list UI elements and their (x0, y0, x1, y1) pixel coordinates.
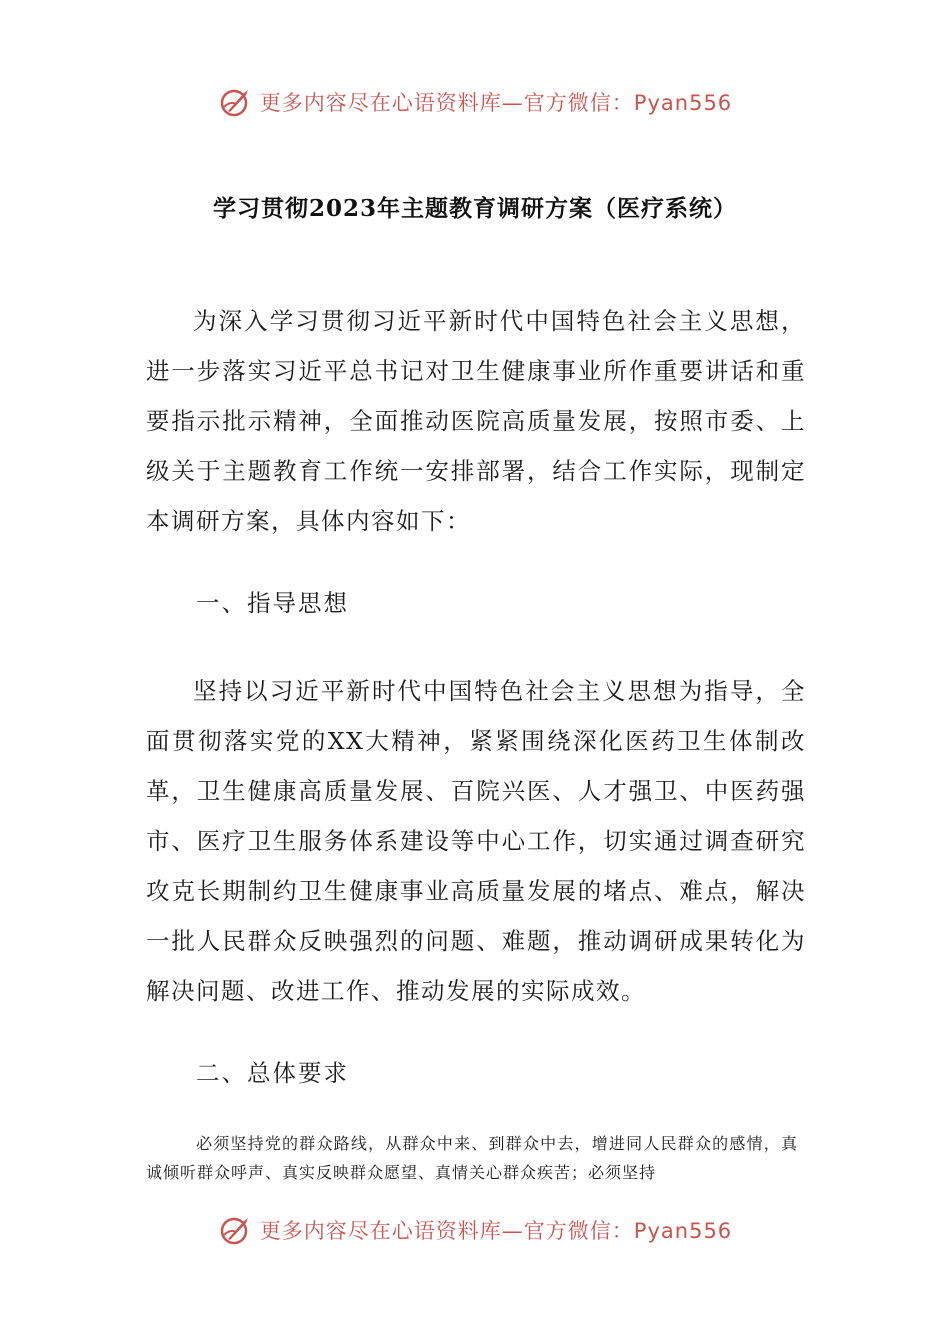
section-body-guiding-ideology: 坚持以习近平新时代中国特色社会主义思想为指导，全面贯彻落实党的XX大精神，紧紧围绕深化医药卫生体制改革，卫生健康高质量发展、百院兴医、人才强卫、中医药强市、医疗卫生服务体系建设等中心工作，切实通过调查研究攻克长期制约卫生健康事业高质量发展的堵点、难点，解决一批人民群众反映强烈的问题、难题，推动调研成果转化为解决问题、改进工作、推动发展的实际成效。 (146, 677, 806, 1005)
intro-paragraph: 为深入学习贯彻习近平新时代中国特色社会主义思想，进一步落实习近平总书记对卫生健康事业所作重要讲话和重要指示批示精神，全面推动医院高质量发展，按照市委、上级关于主题教育工作统一安排部署，结合工作实际，现制定本调研方案，具体内容如下： (146, 307, 806, 535)
section-heading-general-requirements: 二、总体要求 (196, 1059, 349, 1087)
watermark-text: 更多内容尽在心语资料库—官方微信：Pyan556 (259, 91, 733, 115)
watermark-banner-top (0, 82, 950, 122)
section-heading-guiding-ideology: 一、指导思想 (196, 589, 349, 617)
watermark-text: 更多内容尽在心语资料库—官方微信：Pyan556 (259, 1219, 733, 1243)
watermark-banner-bottom (0, 1210, 950, 1250)
pen-logo-icon (218, 1212, 254, 1248)
pen-logo-icon (218, 84, 254, 120)
document-title: 学习贯彻2023年主题教育调研方案（医疗系统） (212, 195, 737, 222)
section-body-general-requirements: 必须坚持党的群众路线，从群众中来、到群众中去，增进同人民群众的感情，真诚倾听群众呼声、真实反映群众愿望、真情关心群众疾苦；必须坚持 (146, 1134, 798, 1182)
